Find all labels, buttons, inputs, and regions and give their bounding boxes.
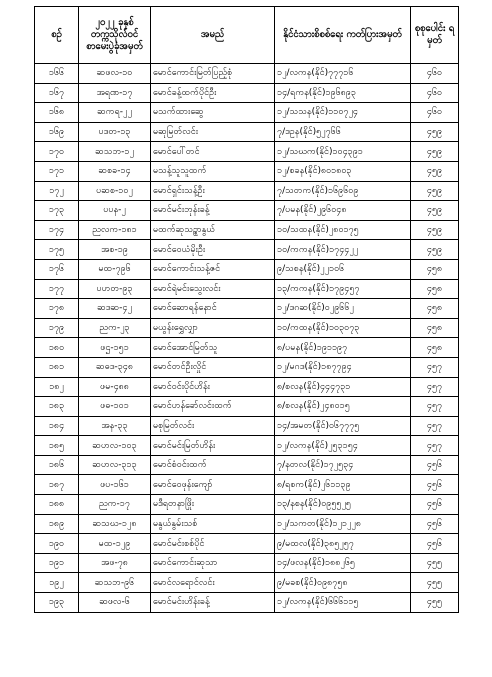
- cell-name: မောင်ကောင်းမြတ်ပြည့်စုံ: [151, 64, 275, 84]
- cell-total-marks: ၄၅၅: [411, 553, 459, 573]
- cell-total-marks: ၄၅၉: [411, 122, 459, 142]
- cell-total-marks: ၄၅၉: [411, 201, 459, 221]
- cell-roll-number: ပဆစ-၁၀၂: [79, 181, 151, 201]
- cell-name: မောင်ကောင်းသန့်ဇင်: [151, 259, 275, 279]
- cell-roll-number: ဆဒဆ-၄၂: [79, 299, 151, 319]
- cell-serial: ၁၈၁: [35, 357, 79, 377]
- cell-roll-number: ဆဖလ-၁၀: [79, 64, 151, 84]
- cell-serial: ၁၈၄: [35, 416, 79, 436]
- cell-roll-number: ဖမ-၄၈၈: [79, 377, 151, 397]
- cell-roll-number: ညက-၁၇: [79, 495, 151, 515]
- cell-nrc: ၁၄/ဖလန(နိုင်)၁၈၈၂၆၅: [275, 553, 411, 573]
- cell-name: မောင်ရဲမင်းသွေးလင်း: [151, 279, 275, 299]
- cell-nrc: ၁၃/ကကန(နိုင်)၁၇၉၄၅၇: [275, 279, 411, 299]
- cell-total-marks: ၄၅၆: [411, 495, 459, 515]
- table-row: [35, 377, 459, 397]
- cell-nrc: ၇/နတလ(နိုင်)၁၇၂၅၃၄: [275, 455, 411, 475]
- cell-total-marks: ၄၅၇: [411, 357, 459, 377]
- cell-serial: ၁၇၅: [35, 240, 79, 260]
- cell-total-marks: ၄၅၉: [411, 181, 459, 201]
- cell-roll-number: ဖဓ-၁၀၁: [79, 397, 151, 417]
- cell-roll-number: မထ-၁၂၉: [79, 534, 151, 554]
- cell-serial: ၁၈၂: [35, 377, 79, 397]
- cell-nrc: ၁၂/စခန(နိုင်)၈၀၁၈၀၃: [275, 161, 411, 181]
- cell-total-marks: ၄၅၉: [411, 142, 459, 162]
- cell-total-marks: ၄၅၉: [411, 240, 459, 260]
- cell-roll-number: အစ-၁၉: [79, 240, 151, 260]
- table-row: [35, 338, 459, 358]
- table-row: [35, 83, 459, 103]
- table-row: [35, 397, 459, 417]
- cell-serial: ၁၇၃: [35, 201, 79, 221]
- cell-serial: ၁၆၇: [35, 83, 79, 103]
- cell-roll-number: ဆဖလ-၆: [79, 593, 151, 613]
- cell-nrc: ၁၀/ကထန(နိုင်)၁၀၃၀၇၃: [275, 318, 411, 338]
- cell-serial: ၁၇၁: [35, 161, 79, 181]
- cell-total-marks: ၄၅၈: [411, 338, 459, 358]
- cell-name: မစုမြတ်လင်း: [151, 416, 275, 436]
- cell-serial: ၁၈၇: [35, 475, 79, 495]
- cell-name: မောင်မင်းစစ်ပိုင်: [151, 534, 275, 554]
- cell-nrc: ၁၂/သသန(နိုင်)၁၁၀၇၂၄: [275, 103, 411, 123]
- cell-name: မထက်ဆုသဉ္စာနွယ်: [151, 220, 275, 240]
- cell-roll-number: ပဟတ-၉၃: [79, 279, 151, 299]
- cell-serial: ၁၈၀: [35, 338, 79, 358]
- cell-nrc: ၁၂/လကန(နိုင်)၆၆၆၁၁၅: [275, 593, 411, 613]
- cell-nrc: ၁၄/ရကန(နိုင်)၁၉၆၈၉၃: [275, 83, 411, 103]
- cell-total-marks: ၄၅၆: [411, 534, 459, 554]
- cell-name: မသန့်သူသူထက်: [151, 161, 275, 181]
- cell-nrc: ၁၀/သထန(နိုင်)၂၈၀၁၇၅: [275, 220, 411, 240]
- cell-roll-number: ပပန-၂: [79, 201, 151, 221]
- cell-total-marks: ၄၅၅: [411, 593, 459, 613]
- results-table: [34, 6, 459, 613]
- cell-nrc: ၇/ဒဥန(နိုင်)၅၂၇၆၆: [275, 122, 411, 142]
- cell-total-marks: ၄၅၆: [411, 455, 459, 475]
- cell-nrc: ၇/ပမန(နိုင်)၂၉၆၀၄၈: [275, 201, 411, 221]
- cell-serial: ၁၈၈: [35, 495, 79, 515]
- cell-nrc: ၈/ရစက(နိုင်)၂၆၁၁၃၉: [275, 475, 411, 495]
- table-row: [35, 299, 459, 319]
- cell-serial: ၁၇၉: [35, 318, 79, 338]
- cell-nrc: ၉/မခစ(နိုင်)၀၉၈၇၅၈: [275, 573, 411, 593]
- table-row: [35, 475, 459, 495]
- cell-total-marks: ၄၅၆: [411, 475, 459, 495]
- cell-roll-number: ညလက-၁၈၁: [79, 220, 151, 240]
- table-row: [35, 573, 459, 593]
- table-row: [35, 142, 459, 162]
- table-row: [35, 416, 459, 436]
- cell-serial: ၁၈၃: [35, 397, 79, 417]
- table-row: [35, 436, 459, 456]
- cell-total-marks: ၄၅၉: [411, 220, 459, 240]
- cell-total-marks: ၄၆၀: [411, 64, 459, 84]
- table-row: [35, 240, 459, 260]
- cell-name: မဒီရတနာဖြိုး: [151, 495, 275, 515]
- header-row: [35, 7, 459, 64]
- table-row: [35, 357, 459, 377]
- cell-name: မောင်လရောင်လင်း: [151, 573, 275, 593]
- table-row: [35, 122, 459, 142]
- cell-name: မောင်ဟန်ခော်လင်းထက်: [151, 397, 275, 417]
- header-total-marks: စုစုပေါင်း ရမှတ်: [411, 7, 459, 64]
- cell-name: မောင်အောင်မြတ်သူ: [151, 338, 275, 358]
- table-row: [35, 201, 459, 221]
- table-row: [35, 161, 459, 181]
- table-row: [35, 181, 459, 201]
- cell-total-marks: ၄၅၅: [411, 573, 459, 593]
- table-row: [35, 514, 459, 534]
- cell-roll-number: ဆဟလ-၃၁၃: [79, 455, 151, 475]
- cell-name: မောင်ကောင်းဆုသာ: [151, 553, 275, 573]
- cell-name: မောင်မင်းမြတ်ဟိန်း: [151, 436, 275, 456]
- cell-name: မောင်မင်းဘုန်းခန့်: [151, 201, 275, 221]
- cell-nrc: ၁၂/ဒဂဆ(နိုင်)၀၂၉၆၆၂: [275, 299, 411, 319]
- table-row: [35, 593, 459, 613]
- cell-name: မယွန်းရွှေလျှာ: [151, 318, 275, 338]
- cell-nrc: ၁၂/သကတ(နိုင်)၁၂၁၂၂၈: [275, 514, 411, 534]
- cell-name: မောင်ဝေယံမိုးဦး: [151, 240, 275, 260]
- table-row: [35, 534, 459, 554]
- cell-nrc: ၉/မထလ(နိုင်)၃၈၅၂၅၇: [275, 534, 411, 554]
- cell-total-marks: ၄၅၇: [411, 436, 459, 456]
- cell-roll-number: ပဒတ-၁၃: [79, 122, 151, 142]
- cell-roll-number: ဆသဘ-၉၆: [79, 573, 151, 593]
- cell-total-marks: ၄၅၇: [411, 377, 459, 397]
- cell-serial: ၁၈၉: [35, 514, 79, 534]
- cell-roll-number: အရဏ-၁၇: [79, 83, 151, 103]
- table-body: [35, 64, 459, 613]
- header-serial: စဉ်: [35, 7, 79, 64]
- cell-name: မောင်စံဝင်းထက်: [151, 455, 275, 475]
- cell-roll-number: ဆစခ-၁၄: [79, 161, 151, 181]
- cell-nrc: ၁၂/လကန(နိုင်)၂၅၃၁၅၄: [275, 436, 411, 456]
- cell-serial: ၁၇၆: [35, 259, 79, 279]
- cell-roll-number: အန-၃၃: [79, 416, 151, 436]
- cell-nrc: ၁၄/အမတ(နိုင်)၀၆၇၇၇၅: [275, 416, 411, 436]
- cell-roll-number: အဖ-၇၈: [79, 553, 151, 573]
- cell-serial: ၁၉၀: [35, 534, 79, 554]
- cell-name: မောင်ဝေဖုန်းကျော်: [151, 475, 275, 495]
- cell-roll-number: ဆသဃ-၁၂၈: [79, 514, 151, 534]
- cell-roll-number: ဆသဘ-၁၂: [79, 142, 151, 162]
- header-roll-number: ၂၀၂၂ ခုနှစ် တက္ကသိုလ်ဝင် စာမေးပွဲခုံအမှတ်: [79, 7, 151, 64]
- cell-name: မောင်ခန့်ထက်ပိုင်ဦး: [151, 83, 275, 103]
- cell-serial: ၁၆၈: [35, 103, 79, 123]
- cell-nrc: ၇/သတက(နိုင်)၁၆၉၆၀၉: [275, 181, 411, 201]
- header-nrc: နိုင်ငံသားစိစစ်ရေး ကတ်ပြားအမှတ်: [275, 7, 411, 64]
- cell-roll-number: ဆဟလ-၁၀၃: [79, 436, 151, 456]
- cell-total-marks: ၄၆၀: [411, 103, 459, 123]
- cell-nrc: ၉/သစန(နိုင်)၂၂၁၀၆: [275, 259, 411, 279]
- cell-roll-number: ဆဓဒ-၃၄၈: [79, 357, 151, 377]
- table-row: [35, 259, 459, 279]
- cell-name: မောင်ဝင်းပိုင်ဟိန်း: [151, 377, 275, 397]
- cell-roll-number: မထ-၇၉၆: [79, 259, 151, 279]
- table-row: [35, 455, 459, 475]
- cell-total-marks: ၄၅၉: [411, 161, 459, 181]
- cell-total-marks: ၄၅၈: [411, 259, 459, 279]
- cell-total-marks: ၄၅၈: [411, 318, 459, 338]
- cell-serial: ၁၇၀: [35, 142, 79, 162]
- cell-serial: ၁၉၁: [35, 553, 79, 573]
- cell-serial: ၁၇၄: [35, 220, 79, 240]
- cell-roll-number: ဖဌ-၁၅၁: [79, 338, 151, 358]
- cell-serial: ၁၈၅: [35, 436, 79, 456]
- cell-total-marks: ၄၆၀: [411, 83, 459, 103]
- cell-name: မသက်ထားဆွေ: [151, 103, 275, 123]
- cell-roll-number: ဖပ-၁၆၁: [79, 475, 151, 495]
- cell-serial: ၁၇၇: [35, 279, 79, 299]
- cell-serial: ၁၈၆: [35, 455, 79, 475]
- table-row: [35, 64, 459, 84]
- cell-nrc: ၁၂/မဂဒ(နိုင်)၁၈၇၇၉၄: [275, 357, 411, 377]
- cell-nrc: ၁၂/လကန(နိုင်)၇၇၇၁၆: [275, 64, 411, 84]
- cell-nrc: ၁၀/ကကန(နိုင်)၁၇၄၄၂၂: [275, 240, 411, 260]
- cell-name: မောင်ရှင်းသန့်ဦး: [151, 181, 275, 201]
- cell-total-marks: ၄၅၇: [411, 397, 459, 417]
- cell-nrc: ၈/စလန(နိုင်)၂၄၈၀၁၅: [275, 397, 411, 417]
- cell-name: မနွယ်နွမ်းသစ်: [151, 514, 275, 534]
- cell-roll-number: ညက-၂၃: [79, 318, 151, 338]
- table-row: [35, 220, 459, 240]
- cell-total-marks: ၄၅၇: [411, 416, 459, 436]
- cell-total-marks: ၄၅၈: [411, 279, 459, 299]
- cell-serial: ၁၆၆: [35, 64, 79, 84]
- cell-name: မောင်ပေါ်တင်: [151, 142, 275, 162]
- cell-nrc: ၈/ပမန(နိုင်)၁၉၁၁၉၇: [275, 338, 411, 358]
- cell-serial: ၁၉၂: [35, 573, 79, 593]
- cell-name: မောင်တင်ဦးလှိုင်: [151, 357, 275, 377]
- table-row: [35, 553, 459, 573]
- cell-nrc: ၁၂/သဃက(နိုင်)၁၀၄၃၉၁: [275, 142, 411, 162]
- cell-nrc: ၁၃/နစန(နိုင်)၀၉၅၅၂၅: [275, 495, 411, 515]
- cell-serial: ၁၇၂: [35, 181, 79, 201]
- cell-total-marks: ၄၅၆: [411, 514, 459, 534]
- cell-name: မဆုမြတ်လင်း: [151, 122, 275, 142]
- table-row: [35, 318, 459, 338]
- table-row: [35, 279, 459, 299]
- cell-serial: ၁၉၃: [35, 593, 79, 613]
- cell-nrc: ၈/စလန(နိုင်)၄၄၄၇၃၁: [275, 377, 411, 397]
- header-name: အမည်: [151, 7, 275, 64]
- table-row: [35, 495, 459, 515]
- cell-serial: ၁၇၈: [35, 299, 79, 319]
- cell-serial: ၁၆၉: [35, 122, 79, 142]
- table-row: [35, 103, 459, 123]
- cell-name: မောင်မင်းဟိန်းခန့်: [151, 593, 275, 613]
- cell-total-marks: ၄၅၈: [411, 299, 459, 319]
- cell-roll-number: ဆကရ-၂၂: [79, 103, 151, 123]
- cell-name: မောင်ဆောရန်နောင်: [151, 299, 275, 319]
